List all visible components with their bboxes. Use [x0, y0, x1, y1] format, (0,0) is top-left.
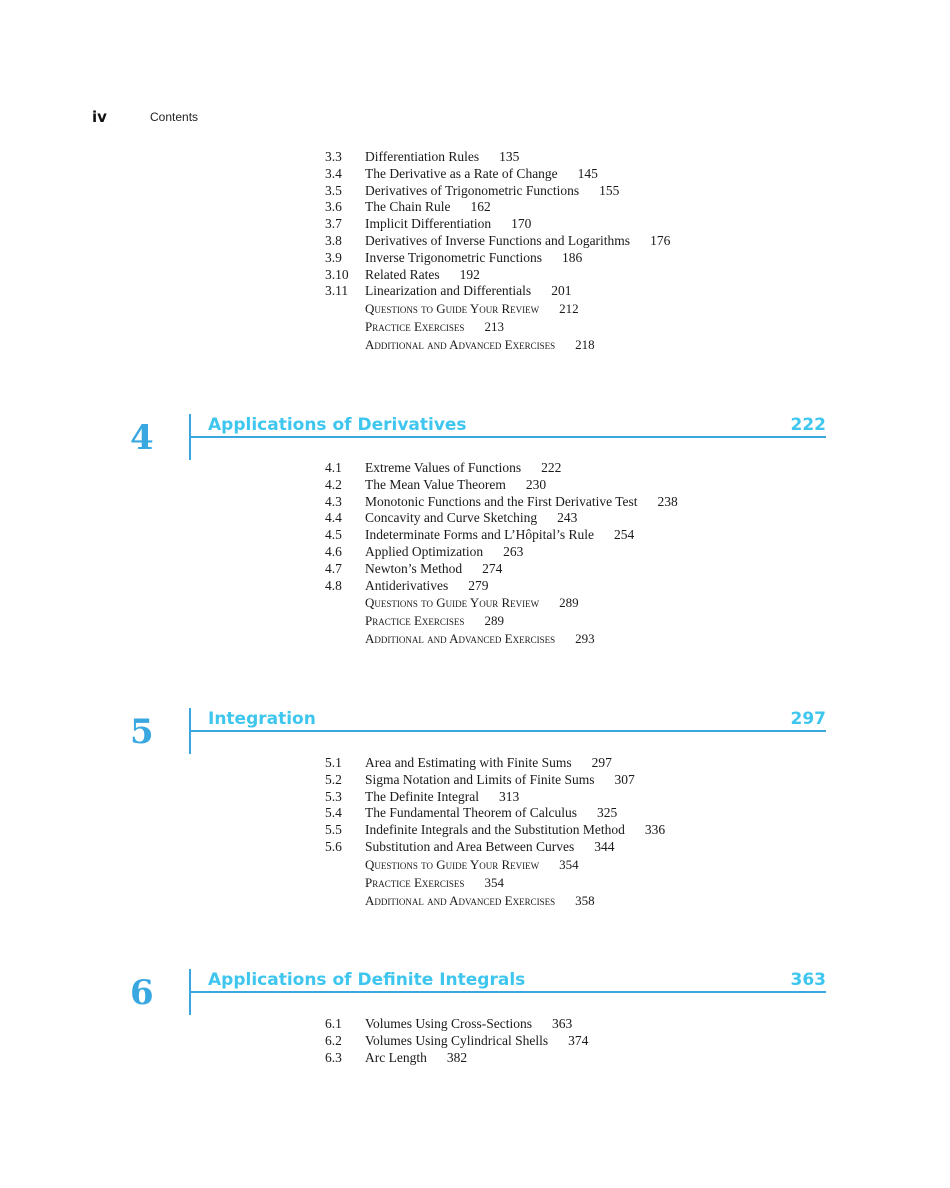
section-number: 3.4	[325, 165, 342, 181]
running-title: Contents	[150, 110, 199, 124]
section-number: 3.8	[325, 232, 342, 248]
section-number: 4.6	[325, 543, 342, 559]
chapter-page: 222	[790, 415, 826, 435]
section-title: Related Rates	[365, 266, 440, 282]
section-number: 6.2	[325, 1032, 342, 1048]
review-page: 212	[559, 301, 579, 317]
section-title: Linearization and Differentials	[365, 283, 532, 299]
section-number: 4.4	[325, 510, 342, 526]
section-page: 230	[525, 476, 547, 492]
review-page: 289	[484, 613, 504, 629]
section-page: 344	[594, 838, 615, 854]
section-number: 4.3	[325, 493, 342, 509]
section-title: The Fundamental Theorem of Calculus	[365, 805, 577, 821]
section-title: The Chain Rule	[365, 199, 451, 215]
review-page: 354	[484, 874, 504, 890]
section-title: The Mean Value Theorem	[365, 476, 506, 492]
section-page: 192	[459, 266, 480, 282]
section-page: 374	[568, 1032, 589, 1048]
section-title: Volumes Using Cross-Sections	[365, 1016, 533, 1031]
section-title: Extreme Values of Functions	[365, 460, 522, 475]
review-title: Additional and Advanced Exercises	[365, 892, 556, 908]
section-page: 135	[499, 149, 520, 164]
review-title: Questions to Guide Your Review	[365, 301, 540, 317]
section-title: Sigma Notation and Limits of Finite Sums	[365, 771, 595, 787]
section-title: Antiderivatives	[365, 577, 449, 593]
chapter-heading-6[interactable]	[130, 969, 826, 1019]
section-title: Implicit Differentiation	[365, 216, 492, 232]
section-title: Newton’s Method	[365, 560, 463, 576]
section-title: Monotonic Functions and the First Derivative Test	[365, 493, 638, 509]
section-number: 3.7	[325, 216, 342, 232]
section-page: 313	[498, 788, 520, 804]
chapter-title: Applications of Derivatives	[208, 415, 467, 435]
section-page: 325	[596, 805, 618, 821]
section-title: Derivatives of Trigonometric Functions	[365, 182, 580, 198]
chapter-page: 297	[790, 709, 826, 729]
chapter-number: 6	[130, 973, 154, 1013]
section-page: 145	[577, 165, 598, 181]
review-title: Questions to Guide Your Review	[365, 595, 540, 611]
review-page: 354	[559, 856, 579, 872]
section-title: Indefinite Integrals and the Substitution Method	[365, 822, 625, 838]
section-number: 4.5	[325, 527, 342, 543]
section-number: 5.2	[325, 771, 342, 787]
section-number: 4.7	[325, 560, 342, 576]
section-title: Derivatives of Inverse Functions and Logarithms	[365, 232, 631, 248]
section-page: 363	[552, 1016, 573, 1031]
section-number: 5.5	[325, 822, 342, 838]
chapter-heading-4[interactable]	[130, 414, 826, 464]
section-number: 5.4	[325, 805, 342, 821]
section-number: 3.5	[325, 182, 342, 198]
chapter-heading-5[interactable]	[130, 708, 826, 758]
section-page: 222	[541, 460, 562, 475]
review-title: Questions to Guide Your Review	[365, 856, 540, 872]
section-number: 3.3	[325, 149, 342, 164]
chapter-page: 363	[790, 970, 826, 990]
chapter-number: 5	[130, 712, 154, 752]
section-title: The Definite Integral	[365, 788, 479, 804]
section-number: 4.2	[325, 476, 342, 492]
section-title: Inverse Trigonometric Functions	[365, 249, 542, 265]
page-folio: iv	[92, 108, 107, 126]
section-page: 170	[511, 216, 532, 232]
section-number: 3.6	[325, 199, 342, 215]
section-number: 6.1	[325, 1016, 342, 1031]
section-title: Substitution and Area Between Curves	[365, 838, 575, 854]
review-title: Practice Exercises	[365, 613, 465, 629]
review-title: Practice Exercises	[365, 874, 465, 890]
review-page: 293	[575, 631, 595, 647]
section-page: 186	[562, 249, 583, 265]
review-title: Additional and Advanced Exercises	[365, 631, 556, 647]
section-page: 254	[613, 527, 635, 543]
section-page: 162	[470, 199, 491, 215]
section-page: 336	[644, 822, 666, 838]
section-number: 3.10	[325, 266, 349, 282]
section-page: 155	[599, 182, 620, 198]
section-number: 4.1	[325, 460, 342, 475]
section-title: The Derivative as a Rate of Change	[365, 165, 558, 181]
section-page: 201	[551, 283, 572, 299]
review-title: Additional and Advanced Exercises	[365, 337, 556, 353]
review-page: 358	[575, 892, 595, 908]
review-page: 289	[559, 595, 579, 611]
section-number: 5.1	[325, 755, 342, 770]
section-title: Volumes Using Cylindrical Shells	[365, 1032, 549, 1048]
review-title: Practice Exercises	[365, 319, 465, 335]
review-page: 218	[575, 337, 595, 353]
section-title: Differentiation Rules	[365, 149, 480, 164]
section-page: 243	[557, 510, 578, 526]
section-number: 6.3	[325, 1049, 342, 1065]
section-number: 3.9	[325, 249, 342, 265]
chapter-horizontal-rule	[189, 730, 826, 732]
review-page: 213	[484, 319, 504, 335]
chapter-number: 4	[130, 418, 154, 458]
chapter-horizontal-rule	[189, 991, 826, 993]
section-number: 4.8	[325, 577, 342, 593]
section-title: Arc Length	[365, 1049, 427, 1065]
section-number: 3.11	[325, 283, 349, 299]
section-page: 297	[591, 755, 612, 770]
chapter-horizontal-rule	[189, 436, 826, 438]
section-page: 238	[657, 493, 678, 509]
section-page: 263	[503, 543, 524, 559]
chapter-title: Integration	[208, 709, 316, 729]
section-page: 382	[446, 1049, 468, 1065]
section-title: Concavity and Curve Sketching	[365, 510, 538, 526]
section-page: 274	[482, 560, 503, 576]
section-number: 5.6	[325, 838, 342, 854]
section-title: Area and Estimating with Finite Sums	[365, 755, 572, 770]
section-page: 176	[650, 232, 671, 248]
section-title: Indeterminate Forms and L’Hôpital’s Rule	[365, 527, 594, 543]
section-page: 279	[468, 577, 489, 593]
chapter-title: Applications of Definite Integrals	[208, 970, 526, 990]
section-number: 5.3	[325, 788, 342, 804]
section-title: Applied Optimization	[365, 543, 484, 559]
section-page: 307	[614, 771, 635, 787]
